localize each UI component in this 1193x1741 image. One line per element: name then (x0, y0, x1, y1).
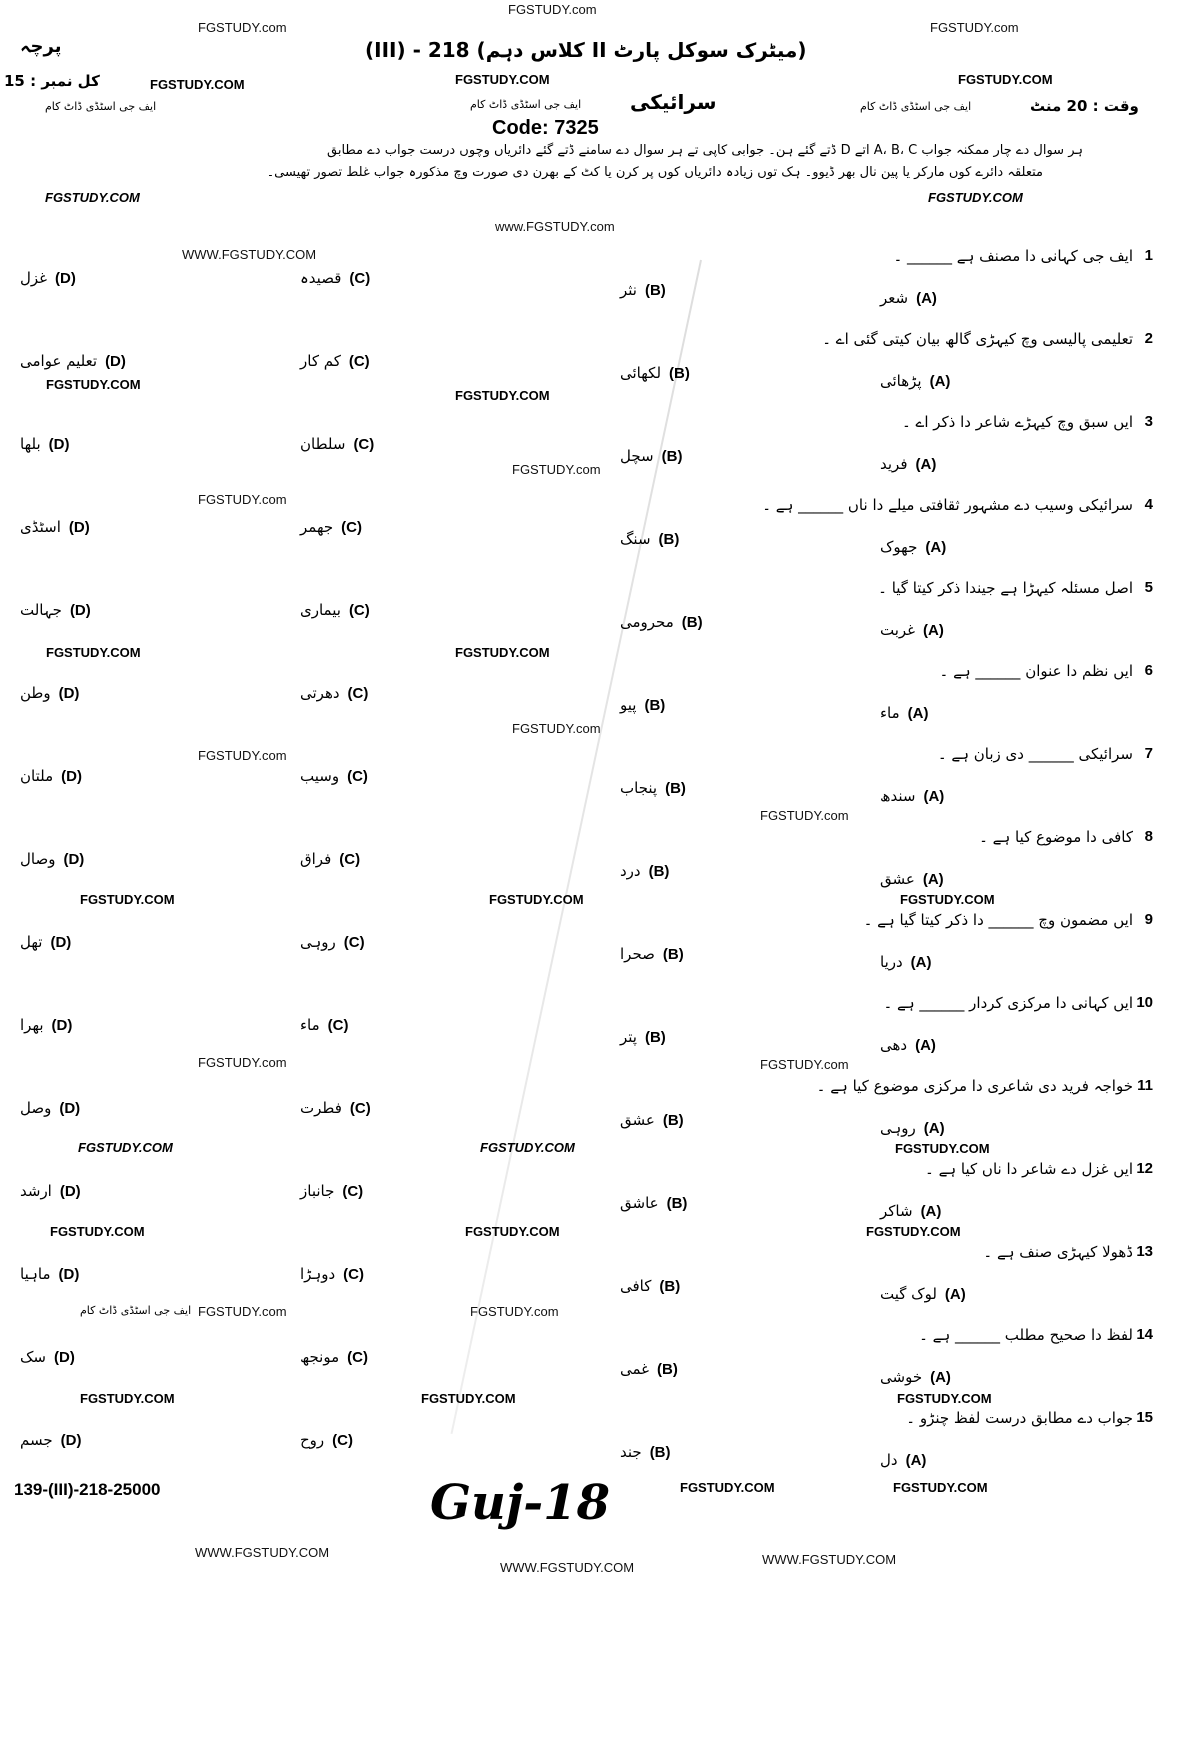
watermark: FGSTUDY.com (760, 808, 849, 823)
watermark: FGSTUDY.COM (465, 1224, 560, 1239)
watermark: FGSTUDY.COM (46, 377, 141, 392)
watermark: FGSTUDY.COM (455, 72, 550, 87)
option-label: (B) (649, 1444, 671, 1461)
option-d (20, 1431, 81, 1449)
option-text: پتر (620, 1028, 637, 1046)
question-stem: خواجہ فرید دی شاعری دا مرکزی موضوع کیا ہے ۔ (816, 1077, 1133, 1095)
option-text: جسم (20, 1431, 53, 1449)
option-b (620, 1360, 678, 1378)
question-4 (0, 496, 1193, 576)
option-d (20, 1348, 75, 1366)
option-label: (A) (923, 622, 944, 639)
paper-code: Code: 7325 (492, 117, 599, 139)
watermark: FGSTUDY.COM (480, 1140, 575, 1155)
option-label: (B) (661, 448, 683, 465)
option-text: وطن (20, 684, 51, 702)
option-label: (B) (658, 531, 680, 548)
option-c (300, 1016, 349, 1034)
question-stem: ایں غزل دے شاعر دا ناں کیا ہے ۔ (925, 1160, 1133, 1178)
option-b (620, 1194, 687, 1212)
option-label: (D) (59, 1183, 81, 1200)
option-text: فراق (300, 850, 332, 868)
option-d (20, 352, 126, 370)
option-label: (C) (353, 436, 375, 453)
watermark: FGSTUDY.COM (455, 645, 550, 660)
option-text: بلھا (20, 435, 41, 453)
option-text: تھل (20, 933, 43, 951)
option-label: (B) (662, 1112, 684, 1129)
option-text: غزل (20, 269, 48, 287)
option-a (880, 870, 944, 888)
urdu-watermark: ایف جی اسٹڈی ڈاٹ کام (860, 100, 972, 113)
option-text: بیماری (300, 601, 341, 619)
option-a (880, 538, 946, 556)
question-stem: تعلیمی پالیسی وچ کیہڑی گالھ بیان کیتی گئی اے ۔ (822, 330, 1133, 348)
option-text: محرومی (620, 613, 674, 631)
option-a (880, 621, 944, 639)
watermark: FGSTUDY.COM (958, 72, 1053, 87)
option-text: ماء (300, 1016, 320, 1034)
option-text: وصل (20, 1099, 52, 1117)
instructions-line-1: ہر سوال دے چار ممکنہ جواب A، B، C اتے D ڈتے گئے ہن۔ جوابی کاپی تے ہر سوال دے سامنے ڈتے گئے دائریاں وچوں درست جواب دے مطابق (327, 143, 1083, 158)
question-stem: ایں سبق وچ کیہڑے شاعر دا ذکر اے ۔ (901, 413, 1133, 431)
handwritten-note: Guj-18 (430, 1475, 610, 1531)
question-stem: ایف جی کہانی دا مصنف ہے ______ ۔ (893, 247, 1133, 265)
option-text: دریا (880, 953, 903, 971)
option-label: (D) (48, 436, 70, 453)
option-text: ماہیا (20, 1265, 51, 1283)
option-text: پیو (620, 696, 637, 714)
option-label: (D) (63, 851, 85, 868)
option-text: سنگ (620, 530, 651, 548)
question-stem: اصل مسئلہ کیہڑا ہے جیندا ذکر کیتا گیا ۔ (878, 579, 1133, 597)
option-text: عشق (620, 1111, 655, 1129)
option-label: (B) (644, 697, 666, 714)
option-text: خوشی (880, 1368, 923, 1386)
option-label: (C) (327, 1017, 349, 1034)
question-11 (0, 1077, 1193, 1157)
option-c (300, 1265, 364, 1283)
urdu-watermark: ایف جی اسٹڈی ڈاٹ کام (80, 1304, 192, 1317)
instructions-line-2: متعلقہ دائرے کوں مارکر یا پین نال بھر ڈیوو۔ ہک توں زیادہ دائریاں کوں پر کرن یا کٹ کے بھرن دی صورت وچ مذکورہ جواب غلط تصور تھیسی۔ (266, 165, 1043, 180)
option-label: (B) (666, 1195, 688, 1212)
option-label: (C) (349, 270, 371, 287)
option-label: (C) (347, 685, 369, 702)
option-label: (A) (930, 1369, 951, 1386)
question-stem: جواب دے مطابق درست لفظ چنڑو ۔ (906, 1409, 1133, 1427)
option-c (300, 1348, 368, 1366)
question-stem: ایں کہانی دا مرکزی کردار ______ ہے ۔ (883, 994, 1133, 1012)
question-number: 6 (1144, 662, 1153, 679)
question-number: 14 (1136, 1326, 1153, 1343)
option-label: (A) (922, 871, 944, 888)
question-12 (0, 1160, 1193, 1240)
watermark: FGSTUDY.COM (895, 1141, 990, 1156)
option-b (620, 1028, 666, 1046)
watermark: FGSTUDY.COM (489, 892, 584, 907)
option-d (20, 850, 84, 868)
option-label: (B) (669, 365, 690, 382)
option-label: (B) (648, 863, 670, 880)
option-c (300, 435, 374, 453)
subject-title: سرائیکی (630, 90, 717, 114)
option-a (880, 289, 937, 307)
watermark: FGSTUDY.COM (78, 1140, 173, 1155)
option-label: (B) (644, 282, 666, 299)
question-stem: لفظ دا صحیح مطلب ______ ہے ۔ (919, 1326, 1133, 1344)
option-text: پنجاب (620, 779, 658, 797)
option-text: عاشق (620, 1194, 659, 1212)
option-b (620, 1443, 671, 1461)
option-label: (B) (681, 614, 703, 631)
option-label: (D) (105, 353, 126, 370)
option-text: دھرتی (300, 684, 340, 702)
option-text: غربت (880, 621, 916, 639)
option-c (300, 933, 365, 951)
option-label: (A) (923, 788, 945, 805)
question-number: 1 (1144, 247, 1153, 264)
watermark: www.FGSTUDY.com (495, 219, 615, 234)
option-label: (D) (50, 934, 72, 951)
option-text: روہی (880, 1119, 916, 1137)
option-label: (A) (920, 1203, 942, 1220)
option-text: غمی (620, 1360, 650, 1378)
watermark: FGSTUDY.COM (45, 190, 140, 205)
option-text: کم کار (300, 352, 341, 370)
footer-paper-code: 139-(III)-218-25000 (14, 1480, 161, 1499)
option-label: (C) (332, 1432, 353, 1449)
option-text: نثر (620, 281, 637, 299)
option-c (300, 767, 368, 785)
watermark: FGSTUDY.com (198, 20, 287, 35)
question-stem: ایں مضمون وچ ______ دا ذکر کیتا گیا ہے ۔ (863, 911, 1133, 929)
option-label: (C) (343, 934, 365, 951)
question-number: 11 (1137, 1077, 1153, 1094)
option-label: (B) (657, 1361, 678, 1378)
watermark: WWW.FGSTUDY.COM (195, 1545, 330, 1560)
watermark: FGSTUDY.COM (897, 1391, 992, 1406)
option-c (300, 850, 360, 868)
option-label: (C) (342, 1183, 364, 1200)
watermark: FGSTUDY.COM (455, 388, 550, 403)
watermark: FGSTUDY.com (760, 1057, 849, 1072)
question-3 (0, 413, 1193, 493)
option-b (620, 530, 679, 548)
option-b (620, 945, 684, 963)
option-label: (D) (58, 685, 80, 702)
option-text: بھرا (20, 1016, 44, 1034)
watermark: FGSTUDY.com (470, 1304, 559, 1319)
question-stem: ڈھولا کیہڑی صنف ہے ۔ (983, 1243, 1133, 1261)
option-label: (D) (55, 270, 76, 287)
option-label: (C) (347, 1349, 368, 1366)
watermark: FGSTUDY.COM (866, 1224, 961, 1239)
question-9 (0, 911, 1193, 991)
watermark: FGSTUDY.com (930, 20, 1019, 35)
option-d (20, 518, 90, 536)
option-label: (C) (348, 602, 370, 619)
watermark: FGSTUDY.COM (680, 1480, 775, 1495)
option-text: جھمر (300, 518, 334, 536)
option-c (300, 269, 370, 287)
question-number: 7 (1144, 745, 1153, 762)
option-text: پڑھائی (880, 372, 922, 390)
option-b (620, 779, 686, 797)
watermark: FGSTUDY.COM (80, 1391, 175, 1406)
option-label: (C) (341, 519, 362, 536)
question-number: 13 (1136, 1243, 1153, 1260)
watermark: FGSTUDY.com (198, 748, 287, 763)
option-text: شعر (880, 289, 909, 307)
question-number: 12 (1136, 1160, 1153, 1177)
question-number: 15 (1136, 1409, 1153, 1426)
option-a (880, 787, 944, 805)
option-d (20, 1016, 72, 1034)
question-1 (0, 247, 1193, 327)
watermark: FGSTUDY.com (198, 492, 287, 507)
watermark: WWW.FGSTUDY.COM (762, 1552, 897, 1567)
option-text: سلطان (300, 435, 346, 453)
option-text: وسیب (300, 767, 340, 785)
question-number: 9 (1144, 911, 1153, 928)
option-text: تعلیم عوامی (20, 352, 98, 370)
option-c (300, 352, 370, 370)
option-label: (C) (349, 1100, 371, 1117)
option-c (300, 1182, 363, 1200)
option-d (20, 269, 76, 287)
watermark: WWW.FGSTUDY.COM (182, 247, 317, 262)
option-label: (A) (929, 373, 951, 390)
paper-title: (میٹرک سوکل پارٹ II کلاس دہم) 218 - (III) (365, 38, 807, 62)
option-c (300, 518, 362, 536)
option-label: (B) (644, 1029, 666, 1046)
option-b (620, 1277, 680, 1295)
question-10 (0, 994, 1193, 1074)
watermark: FGSTUDY.COM (50, 1224, 145, 1239)
option-b (620, 696, 665, 714)
question-number: 3 (1144, 413, 1153, 430)
option-a (880, 1119, 945, 1137)
left-corner-text: پرچہ (20, 36, 62, 57)
option-text: فطرت (300, 1099, 342, 1117)
option-label: (B) (665, 780, 686, 797)
option-a (880, 1368, 951, 1386)
urdu-watermark: ایف جی اسٹڈی ڈاٹ کام (45, 100, 157, 113)
option-label: (A) (925, 539, 947, 556)
option-b (620, 1111, 684, 1129)
option-label: (B) (659, 1278, 681, 1295)
option-text: دھی (880, 1036, 908, 1054)
watermark: FGSTUDY.COM (928, 190, 1023, 205)
option-d (20, 1099, 80, 1117)
watermark: FGSTUDY.COM (893, 1480, 988, 1495)
option-label: (D) (60, 1432, 82, 1449)
time-label: وقت : 20 منٹ (1030, 97, 1139, 115)
option-label: (D) (54, 1349, 75, 1366)
question-number: 4 (1144, 496, 1153, 513)
option-text: ماء (880, 704, 900, 722)
question-stem: کافی دا موضوع کیا ہے ۔ (979, 828, 1133, 846)
option-text: اسٹڈی (20, 518, 61, 536)
option-a (880, 1036, 936, 1054)
watermark: FGSTUDY.COM (80, 892, 175, 907)
option-text: لکھائی (620, 364, 662, 382)
option-text: صحرا (620, 945, 655, 963)
option-label: (C) (347, 768, 368, 785)
option-label: (A) (915, 1037, 936, 1054)
option-text: شاکر (880, 1202, 913, 1220)
option-text: روہی (300, 933, 336, 951)
question-8 (0, 828, 1193, 908)
option-text: لوک گیت (880, 1285, 937, 1303)
option-label: (D) (58, 1266, 80, 1283)
option-label: (D) (69, 602, 91, 619)
option-text: عشق (880, 870, 915, 888)
option-label: (C) (339, 851, 361, 868)
watermark: FGSTUDY.com (512, 721, 601, 736)
option-text: جہالت (20, 601, 62, 619)
option-label: (A) (944, 1286, 966, 1303)
question-stem: سرائیکی ______ دی زبان ہے ۔ (937, 745, 1133, 763)
option-text: ملتان (20, 767, 54, 785)
option-label: (A) (905, 1452, 927, 1469)
option-label: (D) (51, 1017, 73, 1034)
option-d (20, 767, 82, 785)
option-d (20, 1265, 79, 1283)
watermark: WWW.FGSTUDY.COM (500, 1560, 635, 1575)
option-text: دل (880, 1451, 898, 1469)
option-label: (C) (343, 1266, 364, 1283)
option-label: (C) (348, 353, 370, 370)
question-number: 8 (1144, 828, 1153, 845)
option-text: وصال (20, 850, 56, 868)
option-b (620, 281, 666, 299)
option-text: روح (300, 1431, 325, 1449)
option-label: (D) (68, 519, 90, 536)
option-text: فرید (880, 455, 908, 473)
question-7 (0, 745, 1193, 825)
option-text: سک (20, 1348, 46, 1366)
question-number: 5 (1144, 579, 1153, 596)
option-a (880, 1285, 966, 1303)
option-label: (A) (923, 1120, 945, 1137)
option-a (880, 1202, 941, 1220)
watermark: FGSTUDY.com (198, 1055, 287, 1070)
watermark: FGSTUDY.COM (150, 77, 245, 92)
top-watermark: FGSTUDY.com (508, 2, 597, 17)
watermark: FGSTUDY.com (198, 1304, 287, 1319)
urdu-watermark: ایف جی اسٹڈی ڈاٹ کام (470, 98, 582, 111)
option-c (300, 1099, 371, 1117)
option-b (620, 862, 669, 880)
option-text: دوہڑا (300, 1265, 336, 1283)
option-c (300, 1431, 353, 1449)
option-text: ارشد (20, 1182, 52, 1200)
option-c (300, 684, 368, 702)
option-a (880, 455, 936, 473)
option-text: مونجھ (300, 1348, 340, 1366)
option-label: (A) (910, 954, 932, 971)
option-text: سندھ (880, 787, 916, 805)
option-d (20, 1182, 81, 1200)
question-stem: سرائیکی وسیب دے مشہور ثقافتی میلے دا ناں ______ ہے ۔ (762, 496, 1133, 514)
question-5 (0, 579, 1193, 659)
question-14 (0, 1326, 1193, 1406)
option-label: (D) (59, 1100, 81, 1117)
option-label: (A) (907, 705, 929, 722)
option-b (620, 447, 682, 465)
watermark: FGSTUDY.COM (421, 1391, 516, 1406)
question-stem: ایں نظم دا عنوان ______ ہے ۔ (939, 662, 1133, 680)
question-number: 2 (1144, 330, 1153, 347)
question-number: 10 (1136, 994, 1153, 1011)
option-d (20, 601, 91, 619)
option-label: (A) (915, 456, 937, 473)
option-label: (A) (916, 290, 937, 307)
option-text: کافی (620, 1277, 652, 1295)
option-d (20, 435, 69, 453)
option-a (880, 1451, 926, 1469)
option-text: درد (620, 862, 641, 880)
option-label: (D) (61, 768, 82, 785)
option-text: جانباز (300, 1182, 335, 1200)
watermark: FGSTUDY.COM (46, 645, 141, 660)
option-a (880, 704, 929, 722)
option-label: (B) (662, 946, 684, 963)
marks-label: کل نمبر : 15 (4, 72, 100, 90)
watermark: FGSTUDY.COM (900, 892, 995, 907)
option-a (880, 953, 932, 971)
option-b (620, 613, 703, 631)
option-text: جھوک (880, 538, 918, 556)
option-d (20, 933, 71, 951)
watermark: FGSTUDY.com (512, 462, 601, 477)
option-text: سچل (620, 447, 654, 465)
option-d (20, 684, 79, 702)
option-b (620, 364, 690, 382)
option-text: قصیدہ (300, 269, 342, 287)
option-c (300, 601, 370, 619)
option-a (880, 372, 950, 390)
question-2 (0, 330, 1193, 410)
option-text: جند (620, 1443, 642, 1461)
